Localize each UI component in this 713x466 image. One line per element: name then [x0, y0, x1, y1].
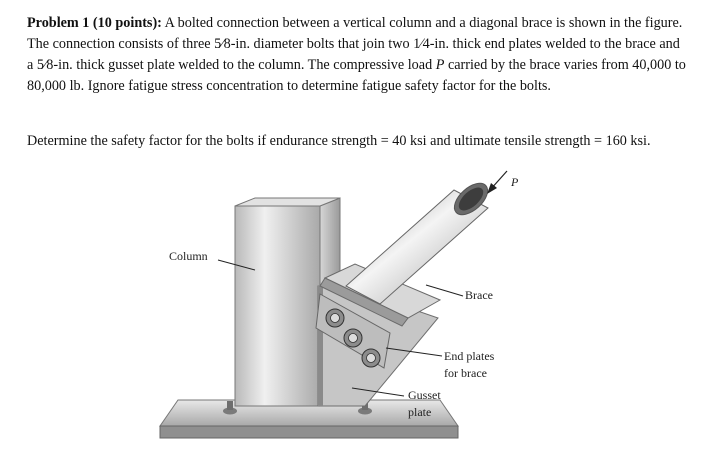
- problem-text-b: carried by the brace varies from 40,000 to 80,000 lb. Ignore fatigue stress concentration to determine fatigue safety factor for the bolts.: [27, 57, 686, 94]
- load-symbol: P: [435, 57, 445, 73]
- brace-pipe: [346, 177, 493, 304]
- label-load-p: P: [511, 175, 519, 189]
- problem-text-a: A bolted connection between a vertical column and a diagonal brace is shown in the figure. The connection consists of three 5⁄8-in. diameter bolts that join two 1⁄4-in. thick end plates welded to the brace and a 5⁄8-in. thick gusset plate welded to the column. The compressive load: [27, 15, 683, 73]
- label-end-plates-line2: for brace: [444, 366, 487, 380]
- label-brace: Brace: [465, 288, 493, 302]
- label-end-plates-line1: End plates: [444, 349, 495, 363]
- problem-statement: [27, 13, 687, 97]
- brace-leader: [426, 285, 463, 296]
- bolt: [344, 329, 362, 347]
- anchor-bolt: [227, 401, 233, 410]
- bolt: [362, 349, 380, 367]
- label-gusset-line1: Gusset: [408, 388, 441, 402]
- load-arrow: [487, 171, 507, 194]
- label-column: Column: [169, 249, 208, 263]
- label-gusset-line2: plate: [408, 405, 432, 419]
- problem-heading: Problem 1 (10 points):: [27, 15, 162, 31]
- question-statement: Determine the safety factor for the bolts if endurance strength = 40 ksi and ultimate tensile strength = 160 ksi.: [27, 133, 651, 149]
- bolt: [326, 309, 344, 327]
- bolted-connection-figure: [140, 168, 540, 462]
